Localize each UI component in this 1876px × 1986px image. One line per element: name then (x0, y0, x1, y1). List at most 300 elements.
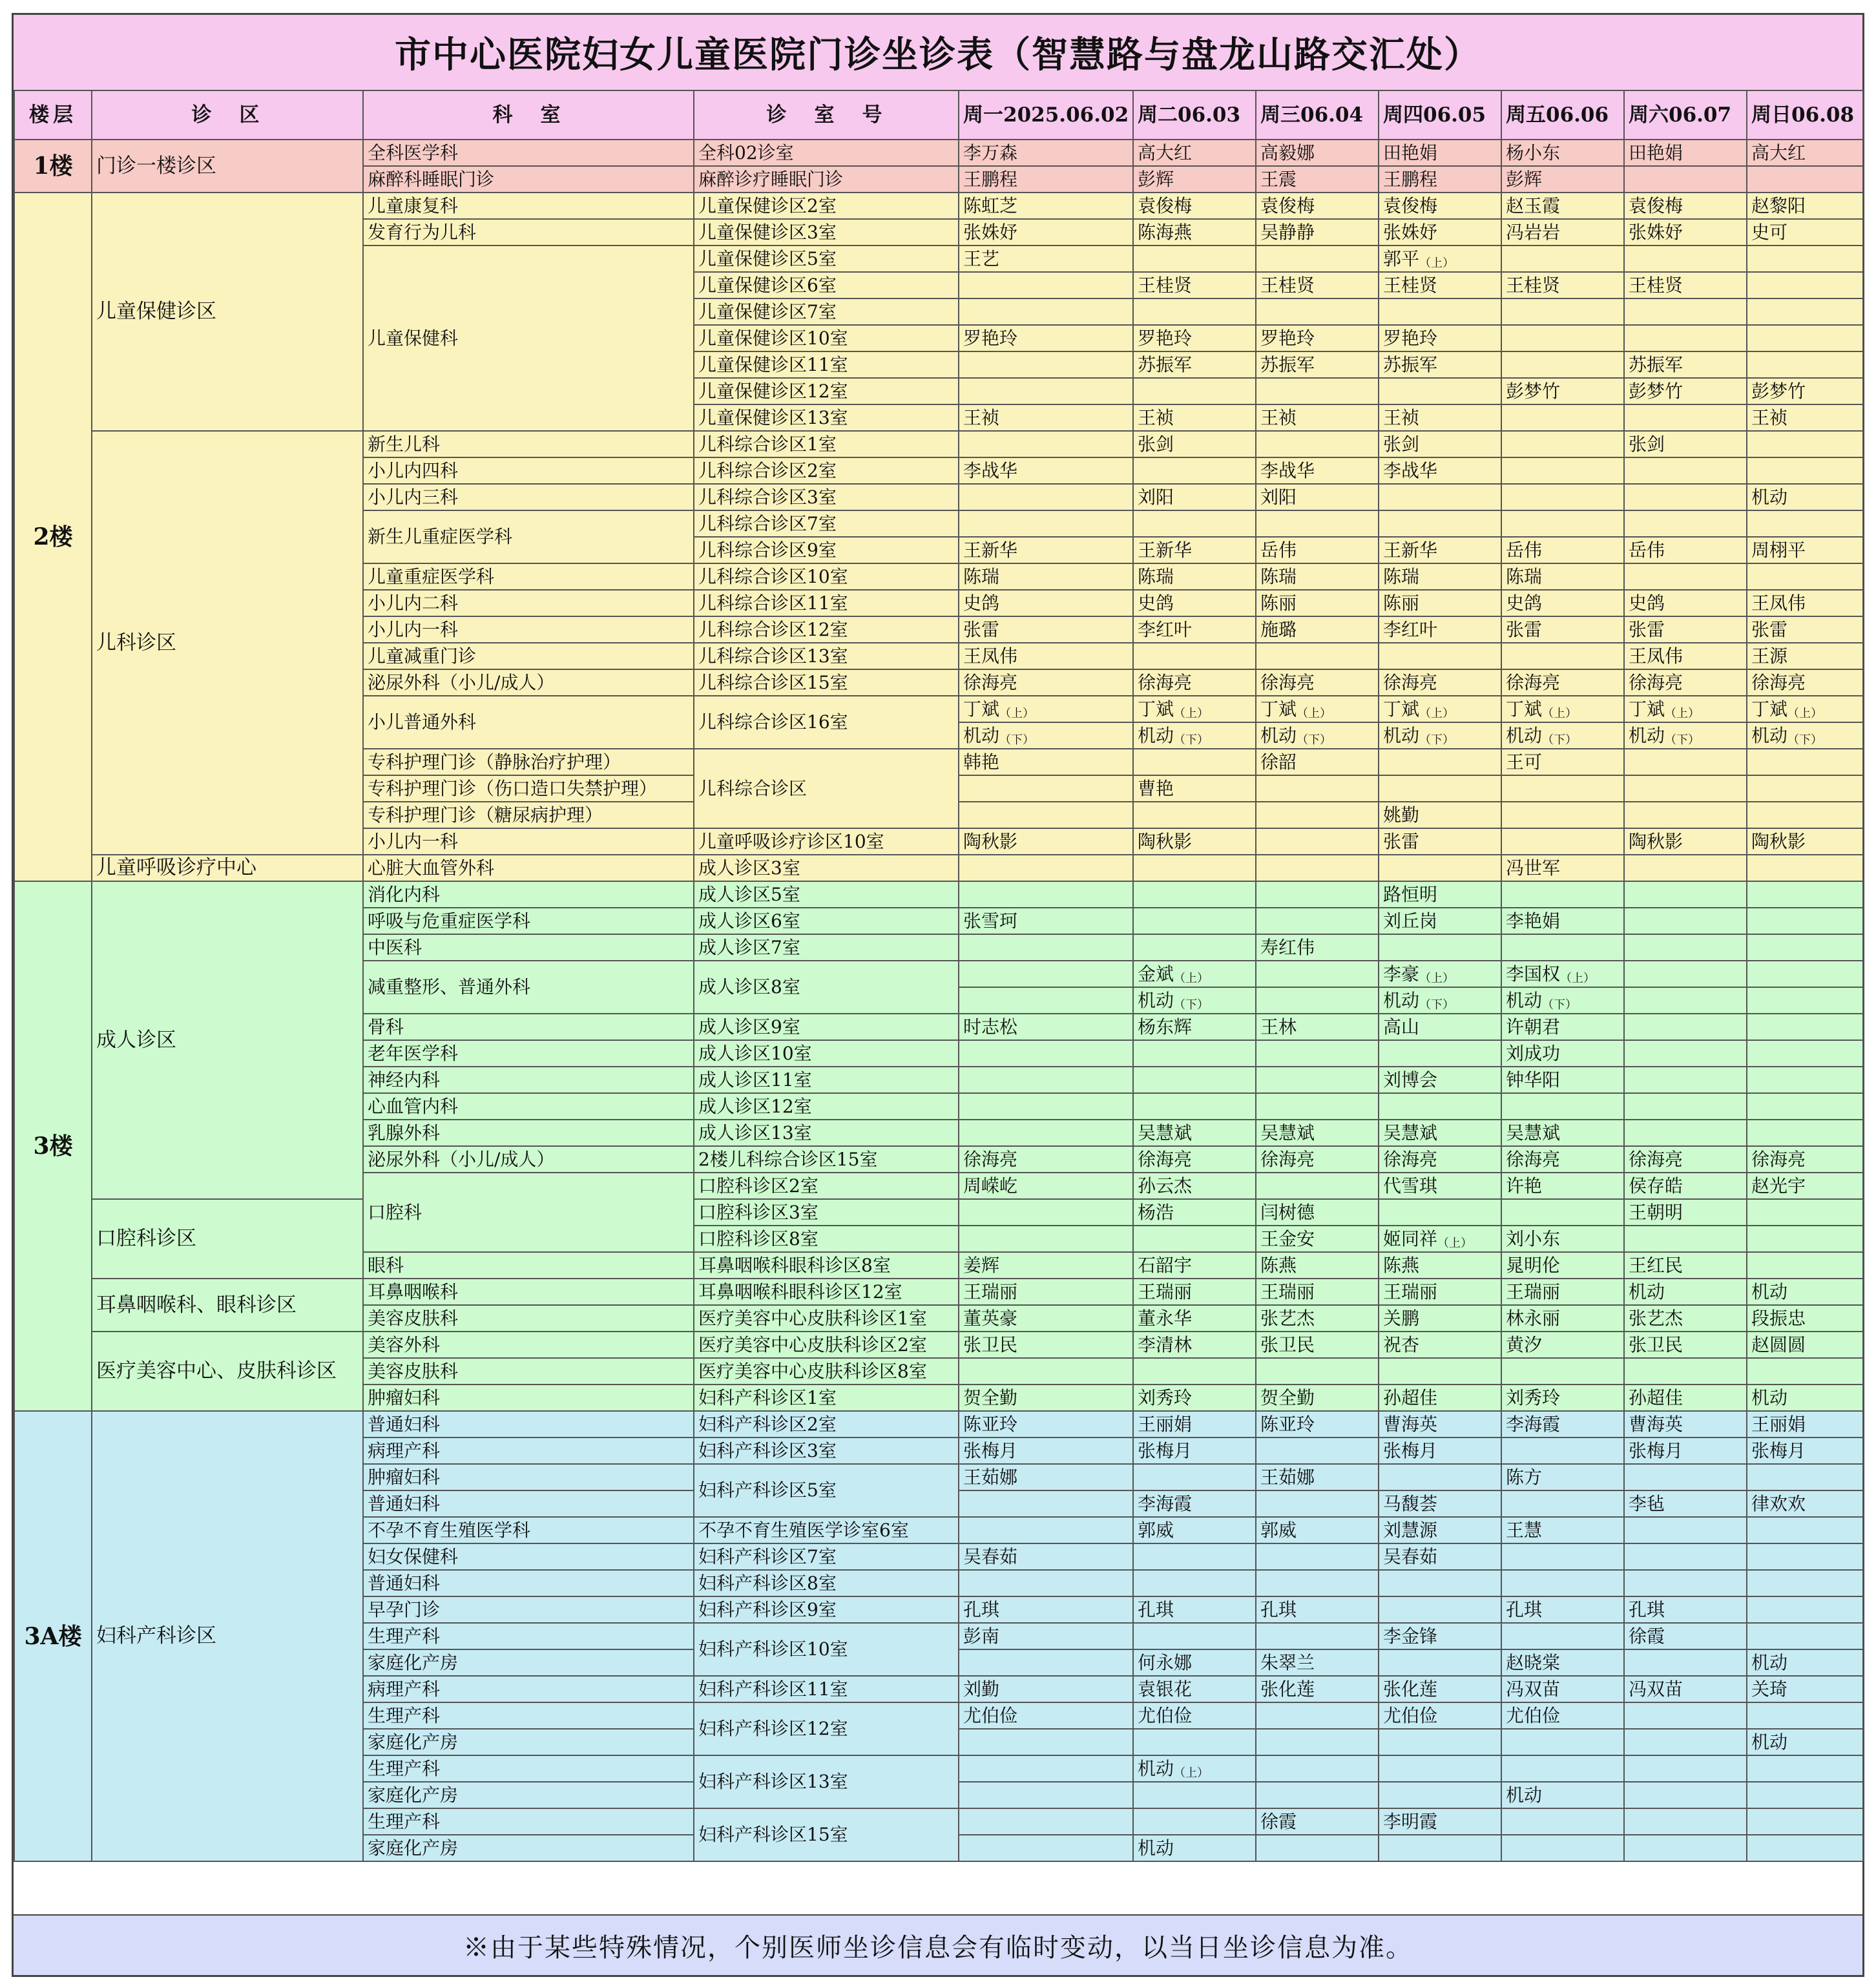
doctor-cell (1256, 1358, 1379, 1385)
doctor-cell (1747, 1755, 1863, 1782)
doctor-cell: 吴慧斌 (1256, 1120, 1379, 1146)
doctor-cell (1256, 722, 1379, 749)
dept-cell: 专科护理门诊（伤口造口失禁护理） (363, 775, 694, 802)
dept-cell: 小儿普通外科 (363, 696, 694, 749)
doctor-cell (1501, 775, 1624, 802)
doctor-cell: 徐海亮 (1624, 1146, 1747, 1173)
room-cell: 儿科综合诊区3室 (694, 484, 959, 510)
doctor-cell: 王新华 (1133, 537, 1256, 563)
room-cell: 妇科产科诊区7室 (694, 1543, 959, 1570)
doctor-cell: 李海霞 (1133, 1490, 1256, 1517)
doctor-cell (959, 1358, 1133, 1385)
doctor-cell (1624, 1543, 1747, 1570)
doctor-cell (1501, 484, 1624, 510)
doctor-cell (1133, 1570, 1256, 1596)
floor-cell: 2楼 (14, 193, 92, 881)
dept-cell: 减重整形、普通外科 (363, 961, 694, 1014)
doctor-cell (959, 1040, 1133, 1067)
doctor-cell: 杨东辉 (1133, 1014, 1256, 1040)
header-day: 周一2025.06.02 (959, 90, 1133, 140)
dept-cell: 小儿内二科 (363, 590, 694, 616)
doctor-cell: 张化莲 (1379, 1676, 1501, 1702)
doctor-cell: 徐海亮 (1256, 669, 1379, 696)
doctor-cell (1379, 298, 1501, 325)
doctor-cell (1747, 325, 1863, 351)
doctor-cell: 罗艳玲 (1379, 325, 1501, 351)
doctor-cell: 王源 (1747, 643, 1863, 669)
doctor-cell: 岳伟 (1501, 537, 1624, 563)
doctor-cell: 高毅娜 (1256, 140, 1379, 166)
header-day: 周二06.03 (1133, 90, 1256, 140)
doctor-cell: 陈丽 (1256, 590, 1379, 616)
doctor-cell: 张卫民 (1624, 1332, 1747, 1358)
doctor-cell (1501, 722, 1624, 749)
doctor-cell (959, 1755, 1133, 1782)
doctor-cell (1133, 1808, 1256, 1835)
doctor-name: 机动 (1506, 724, 1543, 746)
doctor-cell: 郭威 (1133, 1517, 1256, 1543)
doctor-cell: 刘秀玲 (1133, 1385, 1256, 1411)
doctor-cell (1624, 749, 1747, 775)
dept-cell: 消化内科 (363, 881, 694, 908)
doctor-cell (1624, 1014, 1747, 1040)
dept-cell: 生理产科 (363, 1808, 694, 1835)
doctor-cell (1747, 1014, 1863, 1040)
doctor-cell: 王桂贤 (1379, 272, 1501, 298)
room-cell: 儿童保健诊区2室 (694, 193, 959, 219)
schedule-row (14, 1332, 1863, 1358)
doctor-cell: 王凤伟 (959, 643, 1133, 669)
room-cell: 耳鼻咽喉科眼科诊区8室 (694, 1252, 959, 1279)
dept-cell: 儿童保健科 (363, 246, 694, 431)
doctor-cell: 韩艳 (959, 749, 1133, 775)
dept-cell: 生理产科 (363, 1702, 694, 1729)
room-cell: 妇科产科诊区15室 (694, 1808, 959, 1861)
doctor-cell (1256, 510, 1379, 537)
dept-cell: 儿童重症医学科 (363, 563, 694, 590)
doctor-cell (1501, 298, 1624, 325)
doctor-cell (1624, 1808, 1747, 1835)
half-day-mark: （上） (1419, 256, 1455, 270)
doctor-cell: 机动 (1747, 1385, 1863, 1411)
doctor-cell (1133, 855, 1256, 881)
doctor-cell (959, 1835, 1133, 1861)
doctor-cell (1747, 1782, 1863, 1808)
doctor-cell: 高大红 (1133, 140, 1256, 166)
doctor-cell: 陈燕 (1379, 1252, 1501, 1279)
doctor-cell: 周嵘屹 (959, 1173, 1133, 1199)
doctor-cell: 李艳娟 (1501, 908, 1624, 934)
room-cell: 麻醉诊疗睡眠门诊 (694, 166, 959, 193)
doctor-cell: 王凤伟 (1747, 590, 1863, 616)
doctor-cell (1256, 775, 1379, 802)
doctor-cell: 陈瑞 (1501, 563, 1624, 590)
doctor-cell (1379, 1199, 1501, 1226)
doctor-cell: 陈瑞 (1256, 563, 1379, 590)
room-cell: 儿科综合诊区 (694, 749, 959, 828)
doctor-cell (959, 1649, 1133, 1676)
doctor-cell (1624, 1729, 1747, 1755)
dept-cell: 发育行为儿科 (363, 219, 694, 246)
doctor-cell (1747, 961, 1863, 987)
doctor-cell (1501, 246, 1624, 272)
doctor-cell (1747, 855, 1863, 881)
doctor-cell: 徐海亮 (1747, 669, 1863, 696)
doctor-cell (1624, 908, 1747, 934)
doctor-cell: 段振忠 (1747, 1305, 1863, 1332)
doctor-cell (1624, 1464, 1747, 1490)
doctor-cell: 吴慧斌 (1379, 1120, 1501, 1146)
doctor-cell: 李战华 (959, 457, 1133, 484)
doctor-cell: 王祯 (1379, 404, 1501, 431)
doctor-cell: 徐海亮 (1133, 669, 1256, 696)
doctor-cell (1501, 1543, 1624, 1570)
doctor-cell: 尤伯俭 (959, 1702, 1133, 1729)
header-day: 周五06.06 (1501, 90, 1624, 140)
doctor-cell: 徐韶 (1256, 749, 1379, 775)
doctor-cell (1256, 1173, 1379, 1199)
doctor-cell: 王祯 (959, 404, 1133, 431)
doctor-cell: 张卫民 (959, 1332, 1133, 1358)
doctor-cell: 王鹏程 (959, 166, 1133, 193)
dept-cell: 不孕不育生殖医学科 (363, 1517, 694, 1543)
doctor-cell: 赵玉霞 (1501, 193, 1624, 219)
doctor-cell (1624, 298, 1747, 325)
doctor-cell: 彭梦竹 (1501, 378, 1624, 404)
room-cell: 儿科综合诊区7室 (694, 510, 959, 537)
doctor-cell (1133, 802, 1256, 828)
doctor-cell (1624, 1226, 1747, 1252)
doctor-cell: 罗艳玲 (1256, 325, 1379, 351)
doctor-cell: 王可 (1501, 749, 1624, 775)
floor-cell: 3楼 (14, 881, 92, 1411)
doctor-cell: 孔琪 (1256, 1596, 1379, 1623)
doctor-cell: 陶秋影 (959, 828, 1133, 855)
doctor-cell (1747, 246, 1863, 272)
room-cell: 成人诊区12室 (694, 1093, 959, 1120)
doctor-name: 丁斌 (1138, 698, 1174, 720)
doctor-cell: 闫树德 (1256, 1199, 1379, 1226)
room-cell: 成人诊区7室 (694, 934, 959, 961)
doctor-cell: 张梅月 (959, 1437, 1133, 1464)
doctor-cell: 李金锋 (1379, 1623, 1501, 1649)
dept-cell: 小儿内一科 (363, 616, 694, 643)
doctor-cell: 徐霞 (1256, 1808, 1379, 1835)
room-cell: 儿童保健诊区5室 (694, 246, 959, 272)
doctor-cell (1747, 1120, 1863, 1146)
footer-note: ※由于某些特殊情况，个别医师坐诊信息会有临时变动，以当日坐诊信息为准。 (14, 1914, 1862, 1975)
doctor-cell: 徐海亮 (1256, 1146, 1379, 1173)
half-day-mark: （上） (1297, 706, 1332, 720)
doctor-name: 机动 (1138, 724, 1174, 746)
doctor-cell (1747, 1252, 1863, 1279)
doctor-cell (1133, 749, 1256, 775)
doctor-cell: 时志松 (959, 1014, 1133, 1040)
area-cell: 成人诊区 (92, 881, 363, 1199)
doctor-cell (1747, 1570, 1863, 1596)
doctor-cell: 李红叶 (1133, 616, 1256, 643)
doctor-cell: 杨浩 (1133, 1199, 1256, 1226)
doctor-cell: 徐海亮 (1379, 1146, 1501, 1173)
doctor-cell (1379, 643, 1501, 669)
doctor-cell (1256, 908, 1379, 934)
doctor-cell (1379, 961, 1501, 987)
half-day-mark: （上） (1787, 706, 1823, 720)
dept-cell: 老年医学科 (363, 1040, 694, 1067)
doctor-cell (1379, 1596, 1501, 1623)
doctor-cell: 陈虹芝 (959, 193, 1133, 219)
doctor-cell (1256, 378, 1379, 404)
doctor-cell (959, 802, 1133, 828)
doctor-cell: 曹海英 (1379, 1411, 1501, 1437)
dept-cell: 儿童减重门诊 (363, 643, 694, 669)
dept-cell: 普通妇科 (363, 1411, 694, 1437)
room-cell: 医疗美容中心皮肤科诊区2室 (694, 1332, 959, 1358)
doctor-cell (959, 855, 1133, 881)
doctor-cell (959, 1782, 1133, 1808)
doctor-cell: 张雷 (1501, 616, 1624, 643)
doctor-cell: 徐海亮 (1379, 669, 1501, 696)
doctor-name: 机动 (1138, 1757, 1174, 1779)
doctor-cell: 孙超佳 (1379, 1385, 1501, 1411)
doctor-cell (1256, 961, 1379, 987)
doctor-cell: 李万森 (959, 140, 1133, 166)
doctor-cell (1133, 696, 1256, 722)
doctor-cell: 祝杏 (1379, 1332, 1501, 1358)
doctor-cell (959, 722, 1133, 749)
doctor-cell (1379, 1464, 1501, 1490)
room-cell: 妇科产科诊区9室 (694, 1596, 959, 1623)
doctor-cell (1256, 987, 1379, 1014)
doctor-cell (1747, 881, 1863, 908)
doctor-cell (1256, 855, 1379, 881)
doctor-cell (1501, 1199, 1624, 1226)
dept-cell: 口腔科 (363, 1173, 694, 1252)
half-day-mark: （上） (1419, 706, 1455, 720)
doctor-cell: 刘慧源 (1379, 1517, 1501, 1543)
doctor-cell: 机动 (1747, 1649, 1863, 1676)
doctor-cell (1501, 802, 1624, 828)
doctor-cell: 张剑 (1379, 431, 1501, 457)
doctor-cell: 吴慧斌 (1501, 1120, 1624, 1146)
doctor-cell: 田艳娟 (1624, 140, 1747, 166)
room-cell: 口腔科诊区3室 (694, 1199, 959, 1226)
dept-cell: 乳腺外科 (363, 1120, 694, 1146)
room-cell: 儿童保健诊区13室 (694, 404, 959, 431)
doctor-cell (959, 775, 1133, 802)
half-day-mark: （下） (1542, 733, 1578, 747)
half-day-mark: （下） (1174, 733, 1209, 747)
doctor-name: 姬同祥 (1383, 1228, 1438, 1249)
dept-cell: 中医科 (363, 934, 694, 961)
doctor-cell: 马馥荟 (1379, 1490, 1501, 1517)
room-cell: 医疗美容中心皮肤科诊区8室 (694, 1358, 959, 1385)
doctor-cell: 张姝妤 (1379, 219, 1501, 246)
doctor-cell: 曹艳 (1133, 775, 1256, 802)
doctor-cell: 陈亚玲 (1256, 1411, 1379, 1437)
doctor-cell: 陶秋影 (1624, 828, 1747, 855)
doctor-cell: 杨小东 (1501, 140, 1624, 166)
dept-cell: 小儿内三科 (363, 484, 694, 510)
doctor-cell: 张雷 (959, 616, 1133, 643)
doctor-cell: 姚勤 (1379, 802, 1501, 828)
doctor-cell: 张梅月 (1747, 1437, 1863, 1464)
doctor-cell: 侯存皓 (1624, 1173, 1747, 1199)
doctor-cell: 张卫民 (1256, 1332, 1379, 1358)
doctor-cell: 林永丽 (1501, 1305, 1624, 1332)
floor-cell: 1楼 (14, 140, 92, 193)
doctor-cell: 徐海亮 (1624, 669, 1747, 696)
half-day-mark: （上） (1174, 971, 1209, 985)
doctor-cell: 王新华 (959, 537, 1133, 563)
doctor-cell (1256, 881, 1379, 908)
doctor-cell: 王金安 (1256, 1226, 1379, 1252)
dept-cell: 心血管内科 (363, 1093, 694, 1120)
doctor-name: 丁斌 (1383, 698, 1420, 720)
doctor-cell (1501, 431, 1624, 457)
doctor-cell: 郭威 (1256, 1517, 1379, 1543)
dept-cell: 早孕门诊 (363, 1596, 694, 1623)
doctor-cell (1501, 1623, 1624, 1649)
header-floor: 楼层 (14, 90, 92, 140)
doctor-cell (959, 1120, 1133, 1146)
doctor-cell: 王鹏程 (1379, 166, 1501, 193)
schedule-body (14, 140, 1863, 1861)
doctor-cell (1256, 1729, 1379, 1755)
area-cell: 门诊一楼诊区 (92, 140, 363, 193)
doctor-cell: 苏振军 (1624, 351, 1747, 378)
doctor-cell: 路恒明 (1379, 881, 1501, 908)
header-day: 周日06.08 (1747, 90, 1863, 140)
doctor-cell: 关鹏 (1379, 1305, 1501, 1332)
doctor-cell: 张雷 (1379, 828, 1501, 855)
page-title: 市中心医院妇女儿童医院门诊坐诊表（智慧路与盘龙山路交汇处） (14, 15, 1862, 91)
doctor-cell: 王艺 (959, 246, 1133, 272)
doctor-cell: 关琦 (1747, 1676, 1863, 1702)
doctor-name: 丁斌 (1629, 698, 1665, 720)
doctor-cell: 史鸽 (1501, 590, 1624, 616)
doctor-cell: 冯世军 (1501, 855, 1624, 881)
doctor-cell (1624, 775, 1747, 802)
room-cell: 成人诊区5室 (694, 881, 959, 908)
doctor-cell: 高山 (1379, 1014, 1501, 1040)
dept-cell: 生理产科 (363, 1755, 694, 1782)
room-cell: 儿科综合诊区12室 (694, 616, 959, 643)
doctor-cell: 刘小东 (1501, 1226, 1624, 1252)
doctor-cell (1379, 987, 1501, 1014)
room-cell: 儿科综合诊区15室 (694, 669, 959, 696)
doctor-cell (1624, 246, 1747, 272)
doctor-cell: 彭南 (959, 1623, 1133, 1649)
doctor-cell: 董英豪 (959, 1305, 1133, 1332)
room-cell: 妇科产科诊区1室 (694, 1385, 959, 1411)
doctor-cell (1256, 1067, 1379, 1093)
dept-cell: 呼吸与危重症医学科 (363, 908, 694, 934)
doctor-cell (1379, 722, 1501, 749)
room-cell: 儿科综合诊区11室 (694, 590, 959, 616)
room-cell: 妇科产科诊区2室 (694, 1411, 959, 1437)
doctor-cell (1747, 298, 1863, 325)
doctor-cell (1501, 351, 1624, 378)
doctor-cell (1624, 1358, 1747, 1385)
room-cell: 成人诊区13室 (694, 1120, 959, 1146)
doctor-cell (1747, 1702, 1863, 1729)
doctor-cell (959, 484, 1133, 510)
doctor-cell: 李海霞 (1501, 1411, 1624, 1437)
doctor-cell: 陈亚玲 (959, 1411, 1133, 1437)
doctor-cell (1133, 643, 1256, 669)
doctor-cell: 机动 (1133, 1835, 1256, 1861)
dept-cell: 耳鼻咽喉科 (363, 1279, 694, 1305)
doctor-cell: 张艺杰 (1624, 1305, 1747, 1332)
doctor-cell (959, 1067, 1133, 1093)
room-cell: 儿童保健诊区7室 (694, 298, 959, 325)
doctor-name: 李豪 (1383, 963, 1420, 985)
doctor-cell: 苏振军 (1379, 351, 1501, 378)
half-day-mark: （上） (1560, 971, 1596, 985)
doctor-cell (1747, 1808, 1863, 1835)
doctor-cell (1501, 1755, 1624, 1782)
room-cell: 口腔科诊区2室 (694, 1173, 959, 1199)
doctor-name: 机动 (1138, 989, 1174, 1011)
doctor-cell (1747, 1199, 1863, 1226)
doctor-cell (1379, 1755, 1501, 1782)
doctor-cell: 尤伯俭 (1501, 1702, 1624, 1729)
header-row (14, 90, 1863, 140)
doctor-cell (1133, 1358, 1256, 1385)
dept-cell: 专科护理门诊（糖尿病护理） (363, 802, 694, 828)
doctor-cell: 陈瑞 (959, 563, 1133, 590)
doctor-cell (1501, 404, 1624, 431)
doctor-cell (1133, 934, 1256, 961)
doctor-name: 丁斌 (1260, 698, 1297, 720)
doctor-cell: 贺全勤 (959, 1385, 1133, 1411)
doctor-cell: 陈丽 (1379, 590, 1501, 616)
doctor-cell (1624, 961, 1747, 987)
doctor-cell: 王桂贤 (1624, 272, 1747, 298)
schedule-row (14, 140, 1863, 166)
doctor-cell: 机动 (1747, 484, 1863, 510)
doctor-cell: 机动 (1501, 1782, 1624, 1808)
doctor-cell: 冯岩岩 (1501, 219, 1624, 246)
room-cell: 妇科产科诊区11室 (694, 1676, 959, 1702)
header-room: 诊 室 号 (694, 90, 959, 140)
doctor-cell (1501, 881, 1624, 908)
doctor-cell (1256, 1040, 1379, 1067)
doctor-cell: 张艺杰 (1256, 1305, 1379, 1332)
room-cell: 儿科综合诊区9室 (694, 537, 959, 563)
doctor-cell (1379, 696, 1501, 722)
doctor-cell: 王林 (1256, 1014, 1379, 1040)
doctor-cell (1133, 1040, 1256, 1067)
half-day-mark: （下） (1419, 998, 1455, 1012)
doctor-cell (1133, 1226, 1256, 1252)
doctor-cell: 徐海亮 (1747, 1146, 1863, 1173)
doctor-cell (1501, 828, 1624, 855)
schedule-sheet (12, 13, 1864, 1977)
doctor-cell: 孙云杰 (1133, 1173, 1256, 1199)
room-cell: 儿科综合诊区13室 (694, 643, 959, 669)
doctor-cell: 苏振军 (1256, 351, 1379, 378)
doctor-cell: 罗艳玲 (959, 325, 1133, 351)
doctor-cell: 袁俊梅 (1133, 193, 1256, 219)
doctor-cell (1747, 749, 1863, 775)
doctor-cell (1501, 1570, 1624, 1596)
dept-cell: 妇女保健科 (363, 1543, 694, 1570)
doctor-cell: 李清林 (1133, 1332, 1256, 1358)
room-cell: 儿科综合诊区16室 (694, 696, 959, 749)
dept-cell: 全科医学科 (363, 140, 694, 166)
